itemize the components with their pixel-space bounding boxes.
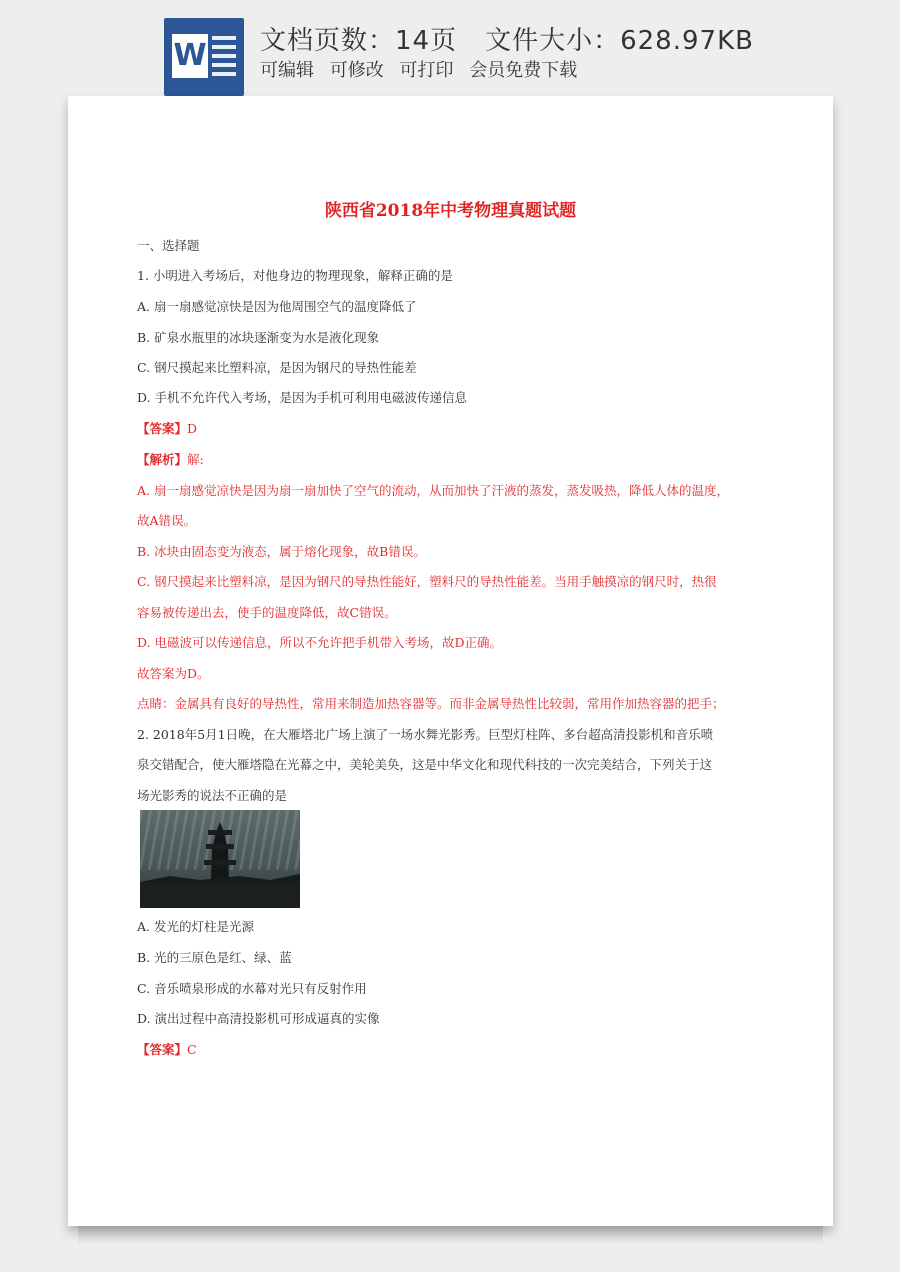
feature-member-download: 会员免费下载 (469, 60, 578, 81)
page-count-label: 文档页数：14页 (260, 26, 458, 56)
answer-value: D (187, 421, 198, 436)
feature-editable: 可编辑 (260, 60, 314, 81)
analysis-line: A. 扇一扇感觉凉快是因为扇一扇加快了空气的流动，从而加快了汗液的蒸发，蒸发吸热，降低人体的温度， (137, 483, 729, 498)
page-shadow (78, 1226, 823, 1246)
analysis-line: 故A错误。 (137, 513, 197, 528)
feature-modifiable: 可修改 (329, 60, 384, 81)
question-2-stem-line: 泉交错配合，使大雁塔隐在光幕之中，美轮美奂，这是中华文化和现代科技的一次完美结合，下列关于这 (137, 757, 713, 772)
question-1-option-d: D. 手机不允许代入考场，是因为手机可利用电磁波传递信息 (137, 390, 468, 405)
feature-printable: 可打印 (399, 60, 454, 81)
question-2-stem-line: 2. 2018年5月1日晚，在大雁塔北广场上演了一场水舞光影秀。巨型灯柱阵、多台超高清投影机和音乐喷 (137, 727, 714, 742)
question-1-option-a: A. 扇一扇感觉凉快是因为他周围空气的温度降低了 (137, 299, 417, 314)
analysis-line: 容易被传递出去，使手的温度降低，故C错误。 (137, 605, 397, 620)
document-title: 陕西省2018年中考物理真题试题 (324, 201, 577, 221)
download-banner (0, 0, 900, 100)
question-2-stem-line: 场光影秀的说法不正确的是 (137, 788, 288, 803)
feature-list (260, 56, 587, 82)
tip-line: 点睛：金属具有良好的导热性，常用来制造加热容器等。而非金属导热性比较弱，常用作加热容器的把手； (137, 696, 725, 711)
analysis-prefix: 解: (187, 452, 204, 467)
question-1-answer (137, 419, 197, 437)
word-document-icon: W (164, 18, 244, 96)
question-2-option-a: A. 发光的灯柱是光源 (137, 919, 254, 934)
question-2-answer (137, 1040, 197, 1058)
analysis-tag: 【解析】 (137, 452, 188, 467)
light-show-photo (140, 810, 300, 908)
analysis-line: 故答案为D。 (137, 666, 210, 681)
analysis-line: B. 冰块由固态变为液态，属于熔化现象，故B错误。 (137, 544, 426, 559)
answer-tag: 【答案】 (137, 421, 188, 436)
question-1-stem: 1. 小明进入考场后，对他身边的物理现象，解释正确的是 (137, 268, 453, 283)
question-2-option-b: B. 光的三原色是红、绿、蓝 (137, 950, 292, 965)
question-1-analysis-heading (137, 450, 204, 468)
banner-title (260, 20, 754, 57)
question-1-option-b: B. 矿泉水瓶里的冰块逐渐变为水是液化现象 (137, 330, 380, 345)
analysis-line: D. 电磁波可以传递信息，所以不允许把手机带入考场，故D正确。 (137, 635, 503, 650)
document-page (68, 96, 833, 1226)
answer-tag: 【答案】 (137, 1042, 188, 1057)
analysis-line: C. 钢尺摸起来比塑料凉，是因为钢尺的导热性能好，塑料尺的导热性能差。当用手触摸凉的钢尺时，热很 (137, 574, 717, 589)
question-1-option-c: C. 钢尺摸起来比塑料凉，是因为钢尺的导热性能差 (137, 360, 417, 375)
question-2-option-d: D. 演出过程中高清投影机可形成逼真的实像 (137, 1011, 380, 1026)
question-2-option-c: C. 音乐喷泉形成的水幕对光只有反射作用 (137, 981, 367, 996)
file-size-label: 文件大小：628.97KB (485, 26, 754, 56)
answer-value: C (187, 1042, 197, 1057)
section-heading: 一、选择题 (137, 238, 200, 253)
